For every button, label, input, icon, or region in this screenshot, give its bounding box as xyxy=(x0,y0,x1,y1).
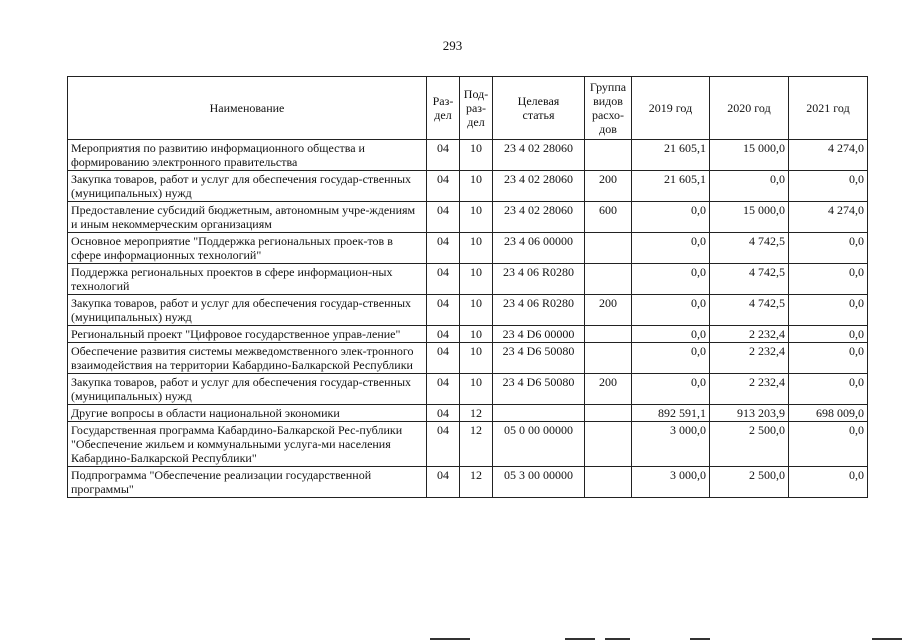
cell-name: Закупка товаров, работ и услуг для обеспечения государ-ственных (муниципальных) нужд xyxy=(68,374,427,405)
cell-subsection: 12 xyxy=(460,467,493,498)
cell-2021: 0,0 xyxy=(789,326,868,343)
cell-2020: 4 742,5 xyxy=(710,233,789,264)
cell-2021: 0,0 xyxy=(789,171,868,202)
scan-edge-marks xyxy=(0,634,905,640)
table-row xyxy=(68,295,868,326)
cell-subsection: 10 xyxy=(460,264,493,295)
header-subsection: Под- раз- дел xyxy=(460,77,493,140)
cell-expense-group xyxy=(585,343,632,374)
cell-expense-group xyxy=(585,467,632,498)
cell-subsection: 12 xyxy=(460,405,493,422)
cell-name: Основное мероприятие "Поддержка региональных проек-тов в сфере информационных технологий" xyxy=(68,233,427,264)
cell-expense-group xyxy=(585,326,632,343)
table-body xyxy=(68,140,868,498)
table-header-row xyxy=(68,77,868,140)
cell-2020: 2 500,0 xyxy=(710,467,789,498)
cell-section: 04 xyxy=(427,295,460,326)
header-expense-group: Группа видов расхо- дов xyxy=(585,77,632,140)
cell-2019: 3 000,0 xyxy=(632,422,710,467)
cell-2019: 892 591,1 xyxy=(632,405,710,422)
cell-2020: 2 232,4 xyxy=(710,326,789,343)
cell-2019: 0,0 xyxy=(632,202,710,233)
cell-name: Мероприятия по развитию информационного общества и формированию электронного правительства xyxy=(68,140,427,171)
cell-target-item: 05 3 00 00000 xyxy=(493,467,585,498)
cell-2020: 0,0 xyxy=(710,171,789,202)
cell-target-item: 23 4 D6 50080 xyxy=(493,374,585,405)
cell-section: 04 xyxy=(427,467,460,498)
cell-target-item: 23 4 06 00000 xyxy=(493,233,585,264)
cell-name: Предоставление субсидий бюджетным, автономным учре-ждениям и иным некоммерческим организациям xyxy=(68,202,427,233)
cell-subsection: 12 xyxy=(460,422,493,467)
header-target-item: Целевая статья xyxy=(493,77,585,140)
cell-2021: 0,0 xyxy=(789,264,868,295)
cell-2021: 698 009,0 xyxy=(789,405,868,422)
cell-2020: 4 742,5 xyxy=(710,264,789,295)
cell-subsection: 10 xyxy=(460,295,493,326)
cell-subsection: 10 xyxy=(460,374,493,405)
cell-section: 04 xyxy=(427,264,460,295)
cell-subsection: 10 xyxy=(460,202,493,233)
cell-section: 04 xyxy=(427,171,460,202)
header-2021: 2021 год xyxy=(789,77,868,140)
cell-subsection: 10 xyxy=(460,171,493,202)
cell-expense-group xyxy=(585,140,632,171)
table-row xyxy=(68,264,868,295)
cell-2019: 0,0 xyxy=(632,326,710,343)
cell-name: Региональный проект "Цифровое государственное управ-ление" xyxy=(68,326,427,343)
header-2020: 2020 год xyxy=(710,77,789,140)
cell-target-item: 05 0 00 00000 xyxy=(493,422,585,467)
header-section: Раз- дел xyxy=(427,77,460,140)
table-row xyxy=(68,233,868,264)
cell-target-item: 23 4 06 R0280 xyxy=(493,295,585,326)
cell-2019: 3 000,0 xyxy=(632,467,710,498)
cell-section: 04 xyxy=(427,202,460,233)
cell-2020: 2 232,4 xyxy=(710,343,789,374)
cell-expense-group xyxy=(585,264,632,295)
cell-2019: 0,0 xyxy=(632,343,710,374)
cell-2021: 0,0 xyxy=(789,295,868,326)
cell-2019: 0,0 xyxy=(632,374,710,405)
cell-target-item: 23 4 D6 50080 xyxy=(493,343,585,374)
cell-2020: 4 742,5 xyxy=(710,295,789,326)
cell-subsection: 10 xyxy=(460,140,493,171)
cell-subsection: 10 xyxy=(460,343,493,374)
cell-2020: 2 500,0 xyxy=(710,422,789,467)
table-row xyxy=(68,140,868,171)
cell-2019: 21 605,1 xyxy=(632,171,710,202)
cell-name: Обеспечение развития системы межведомственного элек-тронного взаимодействия на территории Кабардино-Балкарской Республики xyxy=(68,343,427,374)
cell-target-item: 23 4 02 28060 xyxy=(493,140,585,171)
cell-2020: 913 203,9 xyxy=(710,405,789,422)
cell-expense-group: 200 xyxy=(585,171,632,202)
cell-2021: 4 274,0 xyxy=(789,202,868,233)
cell-2021: 0,0 xyxy=(789,343,868,374)
cell-2019: 0,0 xyxy=(632,295,710,326)
cell-name: Закупка товаров, работ и услуг для обеспечения государ-ственных (муниципальных) нужд xyxy=(68,295,427,326)
header-name: Наименование xyxy=(68,77,427,140)
cell-section: 04 xyxy=(427,405,460,422)
budget-table xyxy=(67,76,868,498)
table-row xyxy=(68,343,868,374)
cell-name: Другие вопросы в области национальной экономики xyxy=(68,405,427,422)
cell-target-item: 23 4 02 28060 xyxy=(493,171,585,202)
page-number: 293 xyxy=(442,38,463,53)
cell-2019: 21 605,1 xyxy=(632,140,710,171)
cell-expense-group xyxy=(585,233,632,264)
cell-expense-group: 600 xyxy=(585,202,632,233)
cell-target-item: 23 4 06 R0280 xyxy=(493,264,585,295)
cell-section: 04 xyxy=(427,343,460,374)
cell-section: 04 xyxy=(427,326,460,343)
cell-2021: 4 274,0 xyxy=(789,140,868,171)
cell-target-item xyxy=(493,405,585,422)
cell-expense-group xyxy=(585,422,632,467)
cell-2021: 0,0 xyxy=(789,233,868,264)
cell-target-item: 23 4 D6 00000 xyxy=(493,326,585,343)
header-2019: 2019 год xyxy=(632,77,710,140)
table-row xyxy=(68,202,868,233)
cell-2021: 0,0 xyxy=(789,374,868,405)
table-row xyxy=(68,422,868,467)
cell-name: Подпрограмма "Обеспечение реализации государственной программы" xyxy=(68,467,427,498)
cell-expense-group: 200 xyxy=(585,295,632,326)
cell-expense-group xyxy=(585,405,632,422)
cell-subsection: 10 xyxy=(460,326,493,343)
cell-name: Государственная программа Кабардино-Балкарской Рес-публики "Обеспечение жильем и коммунальными услуга-ми населения Кабардино-Балкарской Республики" xyxy=(68,422,427,467)
cell-2020: 15 000,0 xyxy=(710,140,789,171)
cell-name: Закупка товаров, работ и услуг для обеспечения государ-ственных (муниципальных) нужд xyxy=(68,171,427,202)
cell-section: 04 xyxy=(427,233,460,264)
cell-name: Поддержка региональных проектов в сфере информацион-ных технологий xyxy=(68,264,427,295)
cell-2020: 15 000,0 xyxy=(710,202,789,233)
cell-2021: 0,0 xyxy=(789,422,868,467)
cell-2019: 0,0 xyxy=(632,233,710,264)
cell-section: 04 xyxy=(427,140,460,171)
table-row xyxy=(68,326,868,343)
table-row xyxy=(68,374,868,405)
table-row xyxy=(68,467,868,498)
cell-target-item: 23 4 02 28060 xyxy=(493,202,585,233)
table-row xyxy=(68,171,868,202)
table-row xyxy=(68,405,868,422)
cell-subsection: 10 xyxy=(460,233,493,264)
cell-expense-group: 200 xyxy=(585,374,632,405)
cell-2021: 0,0 xyxy=(789,467,868,498)
cell-section: 04 xyxy=(427,374,460,405)
cell-2020: 2 232,4 xyxy=(710,374,789,405)
cell-section: 04 xyxy=(427,422,460,467)
cell-2019: 0,0 xyxy=(632,264,710,295)
